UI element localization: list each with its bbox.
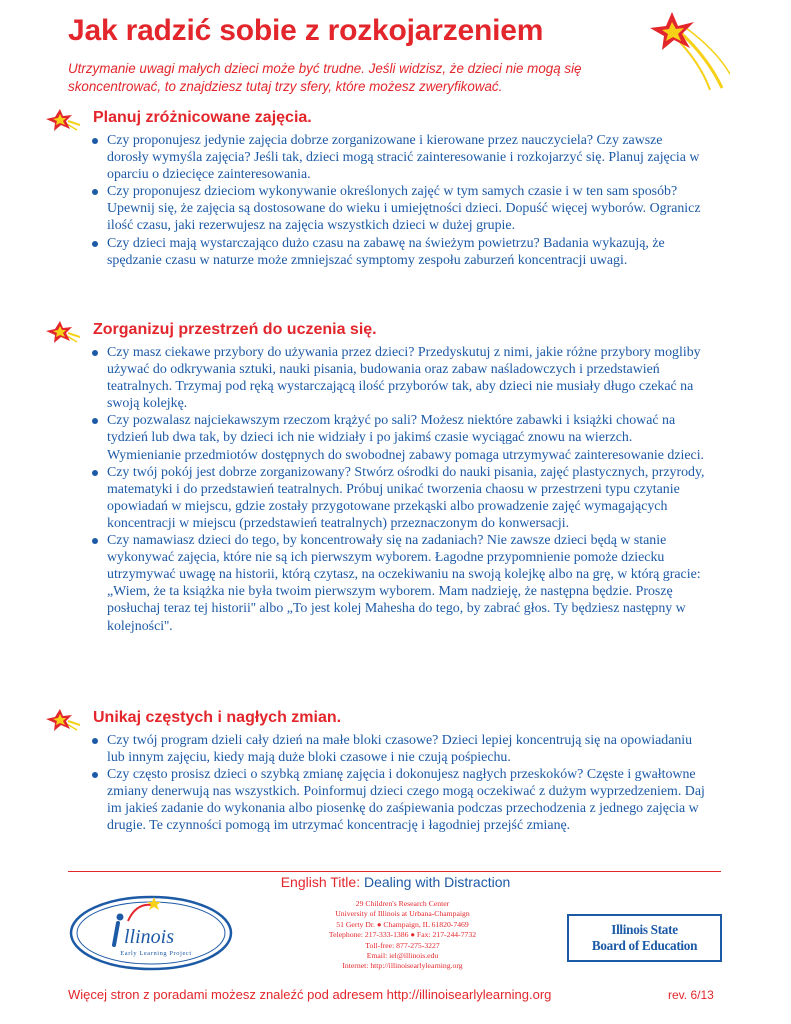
contact-phone: Telephone: 217-333-1386 ● Fax: 217-244-7732 <box>328 930 477 940</box>
section-heading: Planuj zróżnicowane zajęcia. <box>93 109 312 126</box>
isbe-line2: Board of Education <box>591 938 698 953</box>
english-title <box>0 874 791 890</box>
section-heading: Zorganizuj przestrzeń do uczenia się. <box>93 321 377 338</box>
section-heading: Unikaj częstych i nagłych zmian. <box>93 709 342 726</box>
isbe-line1: Illinois State <box>611 922 678 937</box>
logo-subtitle: Early Learning Project <box>120 950 192 957</box>
contact-website[interactable]: Internet: http://illinoisearlylearning.org <box>342 961 463 971</box>
footer-divider <box>68 871 721 872</box>
list-item: Czy twój pokój jest dobrze zorganizowany? Stwórz ośrodki do nauki pisania, zajęć plastycznych, przyrody, matematyki i do przedstawień teatralnych. Próbuj unikać tworzenia chaosu w przestrzeni typu czytanie opowiadań w miejscu, gdzie zostały przygotowane przekąski albo prowadzenie zajęć wymagających koncentracji w miejscu (przedstawień teatralnych) przeznaczonym do konwersacji. <box>91 464 706 532</box>
iel-logo <box>66 893 236 973</box>
list-item: Czy proponujesz jedynie zajęcia dobrze zorganizowane i kierowane przez nauczyciela? Czy zawsze dorosły wymyśla zajęcia? Jeśli tak, dzieci mogą stracić zainteresowanie i rozkojarzyć się. Planuj zajęcia w oparciu o dziecięce zainteresowania. <box>91 132 706 183</box>
contact-email[interactable]: Email: iel@illinois.edu <box>366 951 439 961</box>
contact-tollfree: Toll-free: 877-275-3227 <box>365 940 440 950</box>
contact-street: 51 Gerty Dr. ● Champaign, IL 61820-7469 <box>336 919 469 929</box>
contact-info <box>290 899 515 972</box>
page-subtitle: Utrzymanie uwagi małych dzieci może być trudne. Jeśli widzisz, że dzieci nie mogą się skoncentrować, to znajdziesz tutaj trzy sfery, które możesz zweryfikować. <box>68 61 582 94</box>
logo-swoosh-icon <box>66 893 236 973</box>
list-item: Czy twój program dzieli cały dzień na małe bloki czasowe? Dzieci lepiej koncentrują się na opowiadaniu lub innym zajęciu, kiedy mają duże bloki czasowe i nie czują pośpiechu. <box>91 732 706 766</box>
bullet-list <box>91 132 706 269</box>
revision-label: rev. 6/13 <box>668 988 714 1002</box>
star-bullet-icon <box>46 109 80 133</box>
bullet-list <box>91 344 706 635</box>
list-item: Czy namawiasz dzieci do tego, by koncentrowały się na zadaniach? Nie zawsze dzieci będą w stanie wykonywać zajęcia, które nie są ich pierwszym wyborem. Łagodne przypomnienie pomoże dziecku utrzymywać uwagę na historii, którą czytasz, na oczekiwaniu na swoją kolejkę albo na grę, w którą gracie: „Wiem, że ta książka nie była twoim pierwszym wyborem. Mam nadzieję, że następna będzie. Proszę posłuchaj teraz tej historii'' albo „To jest kolej Mahesha do tego, by zabrać głos. Ty będziesz następny w kolejności''. <box>91 532 706 635</box>
list-item: Czy często prosisz dzieci o szybką zmianę zajęcia i dokonujesz nagłych przeskoków? Częste i gwałtowne zmiany denerwują nas wszystkich. Poinformuj dzieci czego mogą oczekiwać z dużym wyprzedzeniem. Daj im jakieś zadanie do wykonania albo piosenkę do zaśpiewania podczas przechodzenia z jednego zajęcia w drugie. Te czynności pomogą im utrzymać koncentrację i łagodniej przejść zmianę. <box>91 766 706 834</box>
list-item: Czy dzieci mają wystarczająco dużo czasu na zabawę na świeżym powietrzu? Badania wykazują, że spędzanie czasu w naturze może zmniejszać symptomy zespołu zaburzeń koncentracji uwagi. <box>91 235 706 269</box>
list-item: Czy proponujesz dzieciom wykonywanie określonych zajęć w tym samych czasie i w ten sam sposób? Upewnij się, że zajęcia są dostosowane do wieku i umiejętności dzieci. Dopuść więcej wyborów. Ogranicz ilość czasu, jaki rezerwujesz na zajęcia wszystkich dzieci w dużej grupie. <box>91 183 706 234</box>
english-title-value: Dealing with Distraction <box>363 874 511 890</box>
star-bullet-icon <box>46 709 80 733</box>
bullet-list <box>91 732 706 835</box>
list-item: Czy pozwalasz najciekawszym rzeczom krążyć po sali? Możesz niektóre zabawki i książki chować na tydzień lub dwa tak, by dzieci ich nie widziały i po jakimś czasie wyciągać znowu na wierzch. Wymienianie przedmiotów dostępnych do swobodnej zabawy pomaga utrzymywać zainteresowanie dzieci. <box>91 412 706 463</box>
page-title: Jak radzić sobie z rozkojarzeniem <box>68 14 544 47</box>
contact-address: 29 Children's Research Center <box>355 899 450 908</box>
logo-wordmark: llinois <box>124 926 175 948</box>
contact-university: University of Illinois at Urbana-Champaign <box>335 909 470 919</box>
isbe-logo <box>567 914 722 962</box>
list-item: Czy masz ciekawe przybory do używania przez dzieci? Przedyskutuj z nimi, jakie różne przybory mogliby używać do odkrywania sztuki, nauki pisania, budowania oraz zabaw naśladowczych i przedstawień teatralnych. Trzymaj pod ręką wystarczającą ilość przyborów tak, aby dzieci nie musiały długo czekać na swoją kolejkę. <box>91 344 706 412</box>
english-title-label: English Title: <box>280 874 361 890</box>
more-pages-link[interactable]: Więcej stron z poradami możesz znaleźć pod adresem http://illinoisearlylearning.org <box>68 987 552 1002</box>
star-bullet-icon <box>46 321 80 345</box>
shooting-star-icon <box>630 10 730 90</box>
